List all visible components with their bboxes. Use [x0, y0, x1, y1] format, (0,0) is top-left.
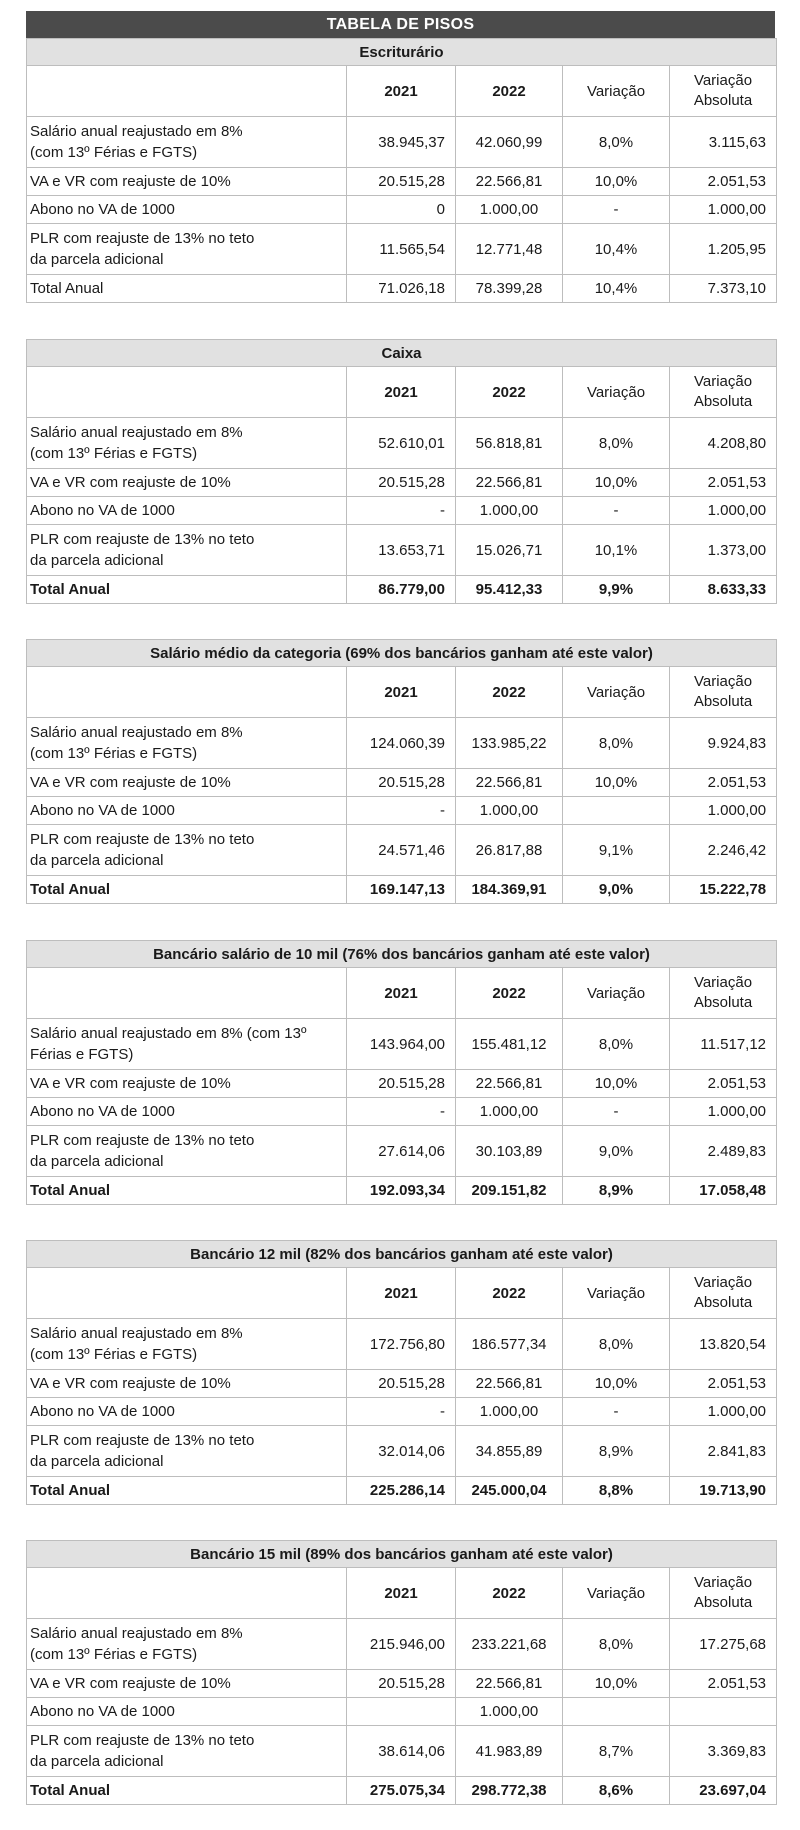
row-label-line-1: Salário anual reajustado em 8%	[30, 123, 243, 140]
value-variacao-absoluta: 2.051,53	[670, 469, 777, 497]
section-table	[26, 38, 777, 303]
value-2021: 20.515,28	[347, 168, 456, 196]
row-label-line-1: VA e VR com reajuste de 10%	[30, 1075, 231, 1092]
value-2022: 209.151,82	[456, 1177, 563, 1205]
row-label-line-2: da parcela adicional	[30, 852, 164, 869]
row-label	[27, 525, 347, 576]
value-2021: 275.075,34	[347, 1777, 456, 1805]
value-2021: 52.610,01	[347, 418, 456, 469]
row-label-line-2: (com 13º Férias e FGTS)	[30, 745, 198, 762]
row-label-line-2: (com 13º Férias e FGTS)	[30, 144, 198, 161]
value-2022: 42.060,99	[456, 117, 563, 168]
value-variacao: -	[563, 1098, 670, 1126]
value-variacao-absoluta: 1.373,00	[670, 525, 777, 576]
value-2022: 1.000,00	[456, 1698, 563, 1726]
row-label-line-1: PLR com reajuste de 13% no teto	[30, 1132, 255, 1149]
table-row	[27, 497, 777, 525]
column-header-2021: 2021	[347, 66, 456, 117]
row-label-line-2: da parcela adicional	[30, 1153, 164, 1170]
value-variacao-absoluta	[670, 1698, 777, 1726]
row-label-line-1: PLR com reajuste de 13% no teto	[30, 531, 255, 548]
row-label-line-1: Abono no VA de 1000	[30, 502, 175, 519]
row-label-line-1: Total Anual	[30, 280, 104, 297]
value-variacao-absoluta: 23.697,04	[670, 1777, 777, 1805]
value-2022: 56.818,81	[456, 418, 563, 469]
page-title: TABELA DE PISOS	[26, 11, 775, 38]
column-header-variacao: Variação	[563, 66, 670, 117]
value-2022: 41.983,89	[456, 1726, 563, 1777]
row-label	[27, 797, 347, 825]
row-label-line-1: Total Anual	[30, 1182, 110, 1199]
header-line-1: Variação	[693, 373, 753, 390]
value-variacao-absoluta: 11.517,12	[670, 1019, 777, 1070]
value-variacao: 8,8%	[563, 1477, 670, 1505]
row-label-line-1: Salário anual reajustado em 8% (com 13º	[30, 1025, 307, 1042]
table-row	[27, 797, 777, 825]
row-label-line-1: Abono no VA de 1000	[30, 1403, 175, 1420]
column-header-2022: 2022	[456, 667, 563, 718]
value-2021: 172.756,80	[347, 1319, 456, 1370]
value-2021: 24.571,46	[347, 825, 456, 876]
table-row	[27, 224, 777, 275]
section-table	[26, 639, 777, 904]
column-header-2021: 2021	[347, 367, 456, 418]
value-variacao: 9,1%	[563, 825, 670, 876]
row-label	[27, 718, 347, 769]
value-2021: -	[347, 497, 456, 525]
column-header-variacao-absoluta	[670, 1268, 777, 1319]
total-row	[27, 1477, 777, 1505]
value-variacao: -	[563, 497, 670, 525]
value-variacao: 10,0%	[563, 469, 670, 497]
row-label	[27, 1019, 347, 1070]
value-2021: 20.515,28	[347, 769, 456, 797]
value-variacao: 10,0%	[563, 1670, 670, 1698]
value-2021: 225.286,14	[347, 1477, 456, 1505]
value-2022: 22.566,81	[456, 769, 563, 797]
row-label	[27, 1098, 347, 1126]
header-line-2: Absoluta	[693, 1294, 753, 1311]
value-variacao: 10,4%	[563, 224, 670, 275]
value-2021: 38.945,37	[347, 117, 456, 168]
row-label	[27, 224, 347, 275]
header-line-2: Absoluta	[693, 693, 753, 710]
header-line-1: Variação	[693, 1574, 753, 1591]
row-label	[27, 1426, 347, 1477]
row-label	[27, 1619, 347, 1670]
value-variacao: 10,4%	[563, 275, 670, 303]
row-label	[27, 168, 347, 196]
column-header-variacao-absoluta	[670, 667, 777, 718]
value-variacao: 8,0%	[563, 718, 670, 769]
value-variacao-absoluta: 2.489,83	[670, 1126, 777, 1177]
value-2021: 27.614,06	[347, 1126, 456, 1177]
column-header-2021: 2021	[347, 968, 456, 1019]
row-label-line-1: Total Anual	[30, 881, 110, 898]
table-row	[27, 1070, 777, 1098]
header-line-2: Absoluta	[693, 994, 753, 1011]
table-row	[27, 1726, 777, 1777]
column-header-2022: 2022	[456, 1268, 563, 1319]
table-row	[27, 1370, 777, 1398]
value-2022: 34.855,89	[456, 1426, 563, 1477]
table-row	[27, 1098, 777, 1126]
row-label	[27, 1319, 347, 1370]
section-heading: Bancário 15 mil (89% dos bancários ganham até este valor)	[27, 1541, 777, 1568]
value-2022: 184.369,91	[456, 876, 563, 904]
value-variacao-absoluta: 9.924,83	[670, 718, 777, 769]
value-2021: 20.515,28	[347, 1370, 456, 1398]
column-header-label	[27, 1268, 347, 1319]
column-header-variacao-absoluta	[670, 66, 777, 117]
value-variacao-absoluta: 2.051,53	[670, 168, 777, 196]
column-header-2022: 2022	[456, 367, 563, 418]
value-variacao-absoluta: 4.208,80	[670, 418, 777, 469]
value-variacao-absoluta: 3.369,83	[670, 1726, 777, 1777]
value-2021: 20.515,28	[347, 1670, 456, 1698]
column-header-label	[27, 968, 347, 1019]
table-row	[27, 168, 777, 196]
total-row	[27, 576, 777, 604]
row-label-line-2: da parcela adicional	[30, 1753, 164, 1770]
value-2021: -	[347, 1098, 456, 1126]
header-line-1: Variação	[693, 974, 753, 991]
value-variacao-absoluta: 19.713,90	[670, 1477, 777, 1505]
value-variacao: 8,0%	[563, 117, 670, 168]
value-2022: 22.566,81	[456, 168, 563, 196]
section-heading: Caixa	[27, 340, 777, 367]
row-label-line-1: VA e VR com reajuste de 10%	[30, 173, 231, 190]
value-2022: 12.771,48	[456, 224, 563, 275]
row-label-line-2: Férias e FGTS)	[30, 1046, 134, 1063]
value-variacao: 10,0%	[563, 1070, 670, 1098]
column-header-variacao: Variação	[563, 367, 670, 418]
row-label	[27, 275, 347, 303]
column-header-variacao-absoluta	[670, 968, 777, 1019]
value-2022: 1.000,00	[456, 1098, 563, 1126]
row-label	[27, 1726, 347, 1777]
section-table	[26, 1540, 777, 1805]
value-variacao-absoluta: 2.051,53	[670, 1070, 777, 1098]
value-variacao: 8,9%	[563, 1426, 670, 1477]
value-variacao-absoluta: 1.000,00	[670, 1398, 777, 1426]
row-label-line-2: (com 13º Férias e FGTS)	[30, 1646, 198, 1663]
table-row	[27, 825, 777, 876]
row-label	[27, 1177, 347, 1205]
value-variacao: 8,0%	[563, 1019, 670, 1070]
value-2022: 22.566,81	[456, 1670, 563, 1698]
row-label-line-2: da parcela adicional	[30, 251, 164, 268]
value-2021: 71.026,18	[347, 275, 456, 303]
column-header-label	[27, 1568, 347, 1619]
row-label-line-2: (com 13º Férias e FGTS)	[30, 1346, 198, 1363]
table-row	[27, 469, 777, 497]
table-row	[27, 1398, 777, 1426]
value-2022: 22.566,81	[456, 1370, 563, 1398]
value-2021: 20.515,28	[347, 469, 456, 497]
row-label	[27, 1070, 347, 1098]
value-variacao-absoluta: 1.000,00	[670, 196, 777, 224]
value-2022: 26.817,88	[456, 825, 563, 876]
table-row	[27, 1126, 777, 1177]
header-line-2: Absoluta	[693, 393, 753, 410]
value-2021: 192.093,34	[347, 1177, 456, 1205]
row-label-line-1: Total Anual	[30, 581, 110, 598]
value-2022: 245.000,04	[456, 1477, 563, 1505]
value-variacao: 8,0%	[563, 418, 670, 469]
header-line-2: Absoluta	[693, 92, 753, 109]
value-variacao-absoluta: 2.246,42	[670, 825, 777, 876]
column-header-variacao-absoluta	[670, 367, 777, 418]
value-variacao	[563, 1698, 670, 1726]
column-header-2022: 2022	[456, 66, 563, 117]
value-variacao: 8,7%	[563, 1726, 670, 1777]
section-heading: Escriturário	[27, 39, 777, 66]
value-2022: 95.412,33	[456, 576, 563, 604]
row-label-line-1: Abono no VA de 1000	[30, 1703, 175, 1720]
value-2021: 11.565,54	[347, 224, 456, 275]
row-label-line-2: da parcela adicional	[30, 1453, 164, 1470]
value-variacao: 10,0%	[563, 168, 670, 196]
row-label	[27, 117, 347, 168]
table-row	[27, 1426, 777, 1477]
row-label-line-2: da parcela adicional	[30, 552, 164, 569]
column-header-variacao: Variação	[563, 1268, 670, 1319]
value-2022: 155.481,12	[456, 1019, 563, 1070]
row-label	[27, 469, 347, 497]
row-label	[27, 1370, 347, 1398]
value-2022: 233.221,68	[456, 1619, 563, 1670]
value-2022: 1.000,00	[456, 1398, 563, 1426]
value-2022: 22.566,81	[456, 1070, 563, 1098]
value-2021: 215.946,00	[347, 1619, 456, 1670]
value-2022: 1.000,00	[456, 196, 563, 224]
value-2021: 13.653,71	[347, 525, 456, 576]
value-variacao-absoluta: 8.633,33	[670, 576, 777, 604]
table-row	[27, 525, 777, 576]
row-label-line-1: Total Anual	[30, 1782, 110, 1799]
value-2021: 124.060,39	[347, 718, 456, 769]
row-label-line-1: PLR com reajuste de 13% no teto	[30, 1732, 255, 1749]
row-label-line-1: Salário anual reajustado em 8%	[30, 424, 243, 441]
value-variacao-absoluta: 1.205,95	[670, 224, 777, 275]
table-row	[27, 1670, 777, 1698]
value-variacao-absoluta: 1.000,00	[670, 497, 777, 525]
value-2021: 169.147,13	[347, 876, 456, 904]
total-row	[27, 876, 777, 904]
value-2022: 78.399,28	[456, 275, 563, 303]
row-label	[27, 1477, 347, 1505]
value-2021: 20.515,28	[347, 1070, 456, 1098]
value-variacao-absoluta: 17.275,68	[670, 1619, 777, 1670]
row-label	[27, 1698, 347, 1726]
value-variacao: 8,0%	[563, 1619, 670, 1670]
row-label-line-2: (com 13º Férias e FGTS)	[30, 445, 198, 462]
value-variacao-absoluta: 2.051,53	[670, 1370, 777, 1398]
column-header-label	[27, 667, 347, 718]
row-label-line-1: Salário anual reajustado em 8%	[30, 1625, 243, 1642]
row-label	[27, 1777, 347, 1805]
section-heading: Salário médio da categoria (69% dos bancários ganham até este valor)	[27, 640, 777, 667]
column-header-label	[27, 367, 347, 418]
header-line-1: Variação	[693, 673, 753, 690]
value-variacao	[563, 797, 670, 825]
value-2022: 30.103,89	[456, 1126, 563, 1177]
column-header-2021: 2021	[347, 667, 456, 718]
value-variacao: 9,9%	[563, 576, 670, 604]
value-2022: 22.566,81	[456, 469, 563, 497]
value-2022: 298.772,38	[456, 1777, 563, 1805]
row-label-line-1: Total Anual	[30, 1482, 110, 1499]
value-variacao-absoluta: 2.841,83	[670, 1426, 777, 1477]
row-label-line-1: Abono no VA de 1000	[30, 201, 175, 218]
value-variacao-absoluta: 17.058,48	[670, 1177, 777, 1205]
total-row	[27, 275, 777, 303]
value-variacao-absoluta: 1.000,00	[670, 797, 777, 825]
header-line-1: Variação	[693, 72, 753, 89]
value-variacao: 10,0%	[563, 769, 670, 797]
row-label	[27, 1126, 347, 1177]
value-2022: 133.985,22	[456, 718, 563, 769]
table-row	[27, 718, 777, 769]
value-2021	[347, 1698, 456, 1726]
value-variacao-absoluta: 13.820,54	[670, 1319, 777, 1370]
row-label-line-1: Salário anual reajustado em 8%	[30, 1325, 243, 1342]
value-variacao: -	[563, 196, 670, 224]
total-row	[27, 1177, 777, 1205]
value-variacao: 9,0%	[563, 876, 670, 904]
total-row	[27, 1777, 777, 1805]
column-header-variacao: Variação	[563, 1568, 670, 1619]
row-label	[27, 497, 347, 525]
section-heading: Bancário 12 mil (82% dos bancários ganham até este valor)	[27, 1241, 777, 1268]
row-label	[27, 1398, 347, 1426]
row-label	[27, 576, 347, 604]
table-row	[27, 1019, 777, 1070]
row-label	[27, 1670, 347, 1698]
column-header-2021: 2021	[347, 1568, 456, 1619]
column-header-variacao: Variação	[563, 667, 670, 718]
section-table	[26, 339, 777, 604]
value-variacao-absoluta: 15.222,78	[670, 876, 777, 904]
row-label-line-1: PLR com reajuste de 13% no teto	[30, 831, 255, 848]
row-label-line-1: PLR com reajuste de 13% no teto	[30, 1432, 255, 1449]
row-label	[27, 769, 347, 797]
value-variacao-absoluta: 7.373,10	[670, 275, 777, 303]
section-table	[26, 940, 777, 1205]
value-2022: 1.000,00	[456, 497, 563, 525]
value-variacao: 10,1%	[563, 525, 670, 576]
column-header-2022: 2022	[456, 1568, 563, 1619]
value-2021: 38.614,06	[347, 1726, 456, 1777]
value-2022: 15.026,71	[456, 525, 563, 576]
value-variacao: -	[563, 1398, 670, 1426]
value-variacao: 8,9%	[563, 1177, 670, 1205]
table-row	[27, 196, 777, 224]
value-variacao: 9,0%	[563, 1126, 670, 1177]
row-label	[27, 196, 347, 224]
row-label-line-1: VA e VR com reajuste de 10%	[30, 774, 231, 791]
value-variacao-absoluta: 3.115,63	[670, 117, 777, 168]
row-label-line-1: VA e VR com reajuste de 10%	[30, 474, 231, 491]
value-2021: 32.014,06	[347, 1426, 456, 1477]
value-2021: -	[347, 797, 456, 825]
value-variacao-absoluta: 2.051,53	[670, 1670, 777, 1698]
table-row	[27, 1319, 777, 1370]
row-label	[27, 418, 347, 469]
column-header-2021: 2021	[347, 1268, 456, 1319]
value-2021: 0	[347, 196, 456, 224]
value-variacao-absoluta: 1.000,00	[670, 1098, 777, 1126]
value-2022: 186.577,34	[456, 1319, 563, 1370]
header-line-2: Absoluta	[693, 1594, 753, 1611]
value-2022: 1.000,00	[456, 797, 563, 825]
column-header-variacao: Variação	[563, 968, 670, 1019]
table-row	[27, 418, 777, 469]
table-row	[27, 1698, 777, 1726]
row-label	[27, 825, 347, 876]
row-label-line-1: VA e VR com reajuste de 10%	[30, 1675, 231, 1692]
header-line-1: Variação	[693, 1274, 753, 1291]
value-2021: 86.779,00	[347, 576, 456, 604]
table-row	[27, 1619, 777, 1670]
column-header-2022: 2022	[456, 968, 563, 1019]
value-2021: 143.964,00	[347, 1019, 456, 1070]
value-variacao: 8,6%	[563, 1777, 670, 1805]
row-label-line-1: Abono no VA de 1000	[30, 1103, 175, 1120]
value-variacao-absoluta: 2.051,53	[670, 769, 777, 797]
column-header-label	[27, 66, 347, 117]
row-label-line-1: PLR com reajuste de 13% no teto	[30, 230, 255, 247]
value-2021: -	[347, 1398, 456, 1426]
table-row	[27, 117, 777, 168]
section-table	[26, 1240, 777, 1505]
row-label-line-1: Abono no VA de 1000	[30, 802, 175, 819]
value-variacao: 10,0%	[563, 1370, 670, 1398]
value-variacao: 8,0%	[563, 1319, 670, 1370]
table-row	[27, 769, 777, 797]
row-label	[27, 876, 347, 904]
row-label-line-1: VA e VR com reajuste de 10%	[30, 1375, 231, 1392]
section-heading: Bancário salário de 10 mil (76% dos bancários ganham até este valor)	[27, 941, 777, 968]
row-label-line-1: Salário anual reajustado em 8%	[30, 724, 243, 741]
column-header-variacao-absoluta	[670, 1568, 777, 1619]
